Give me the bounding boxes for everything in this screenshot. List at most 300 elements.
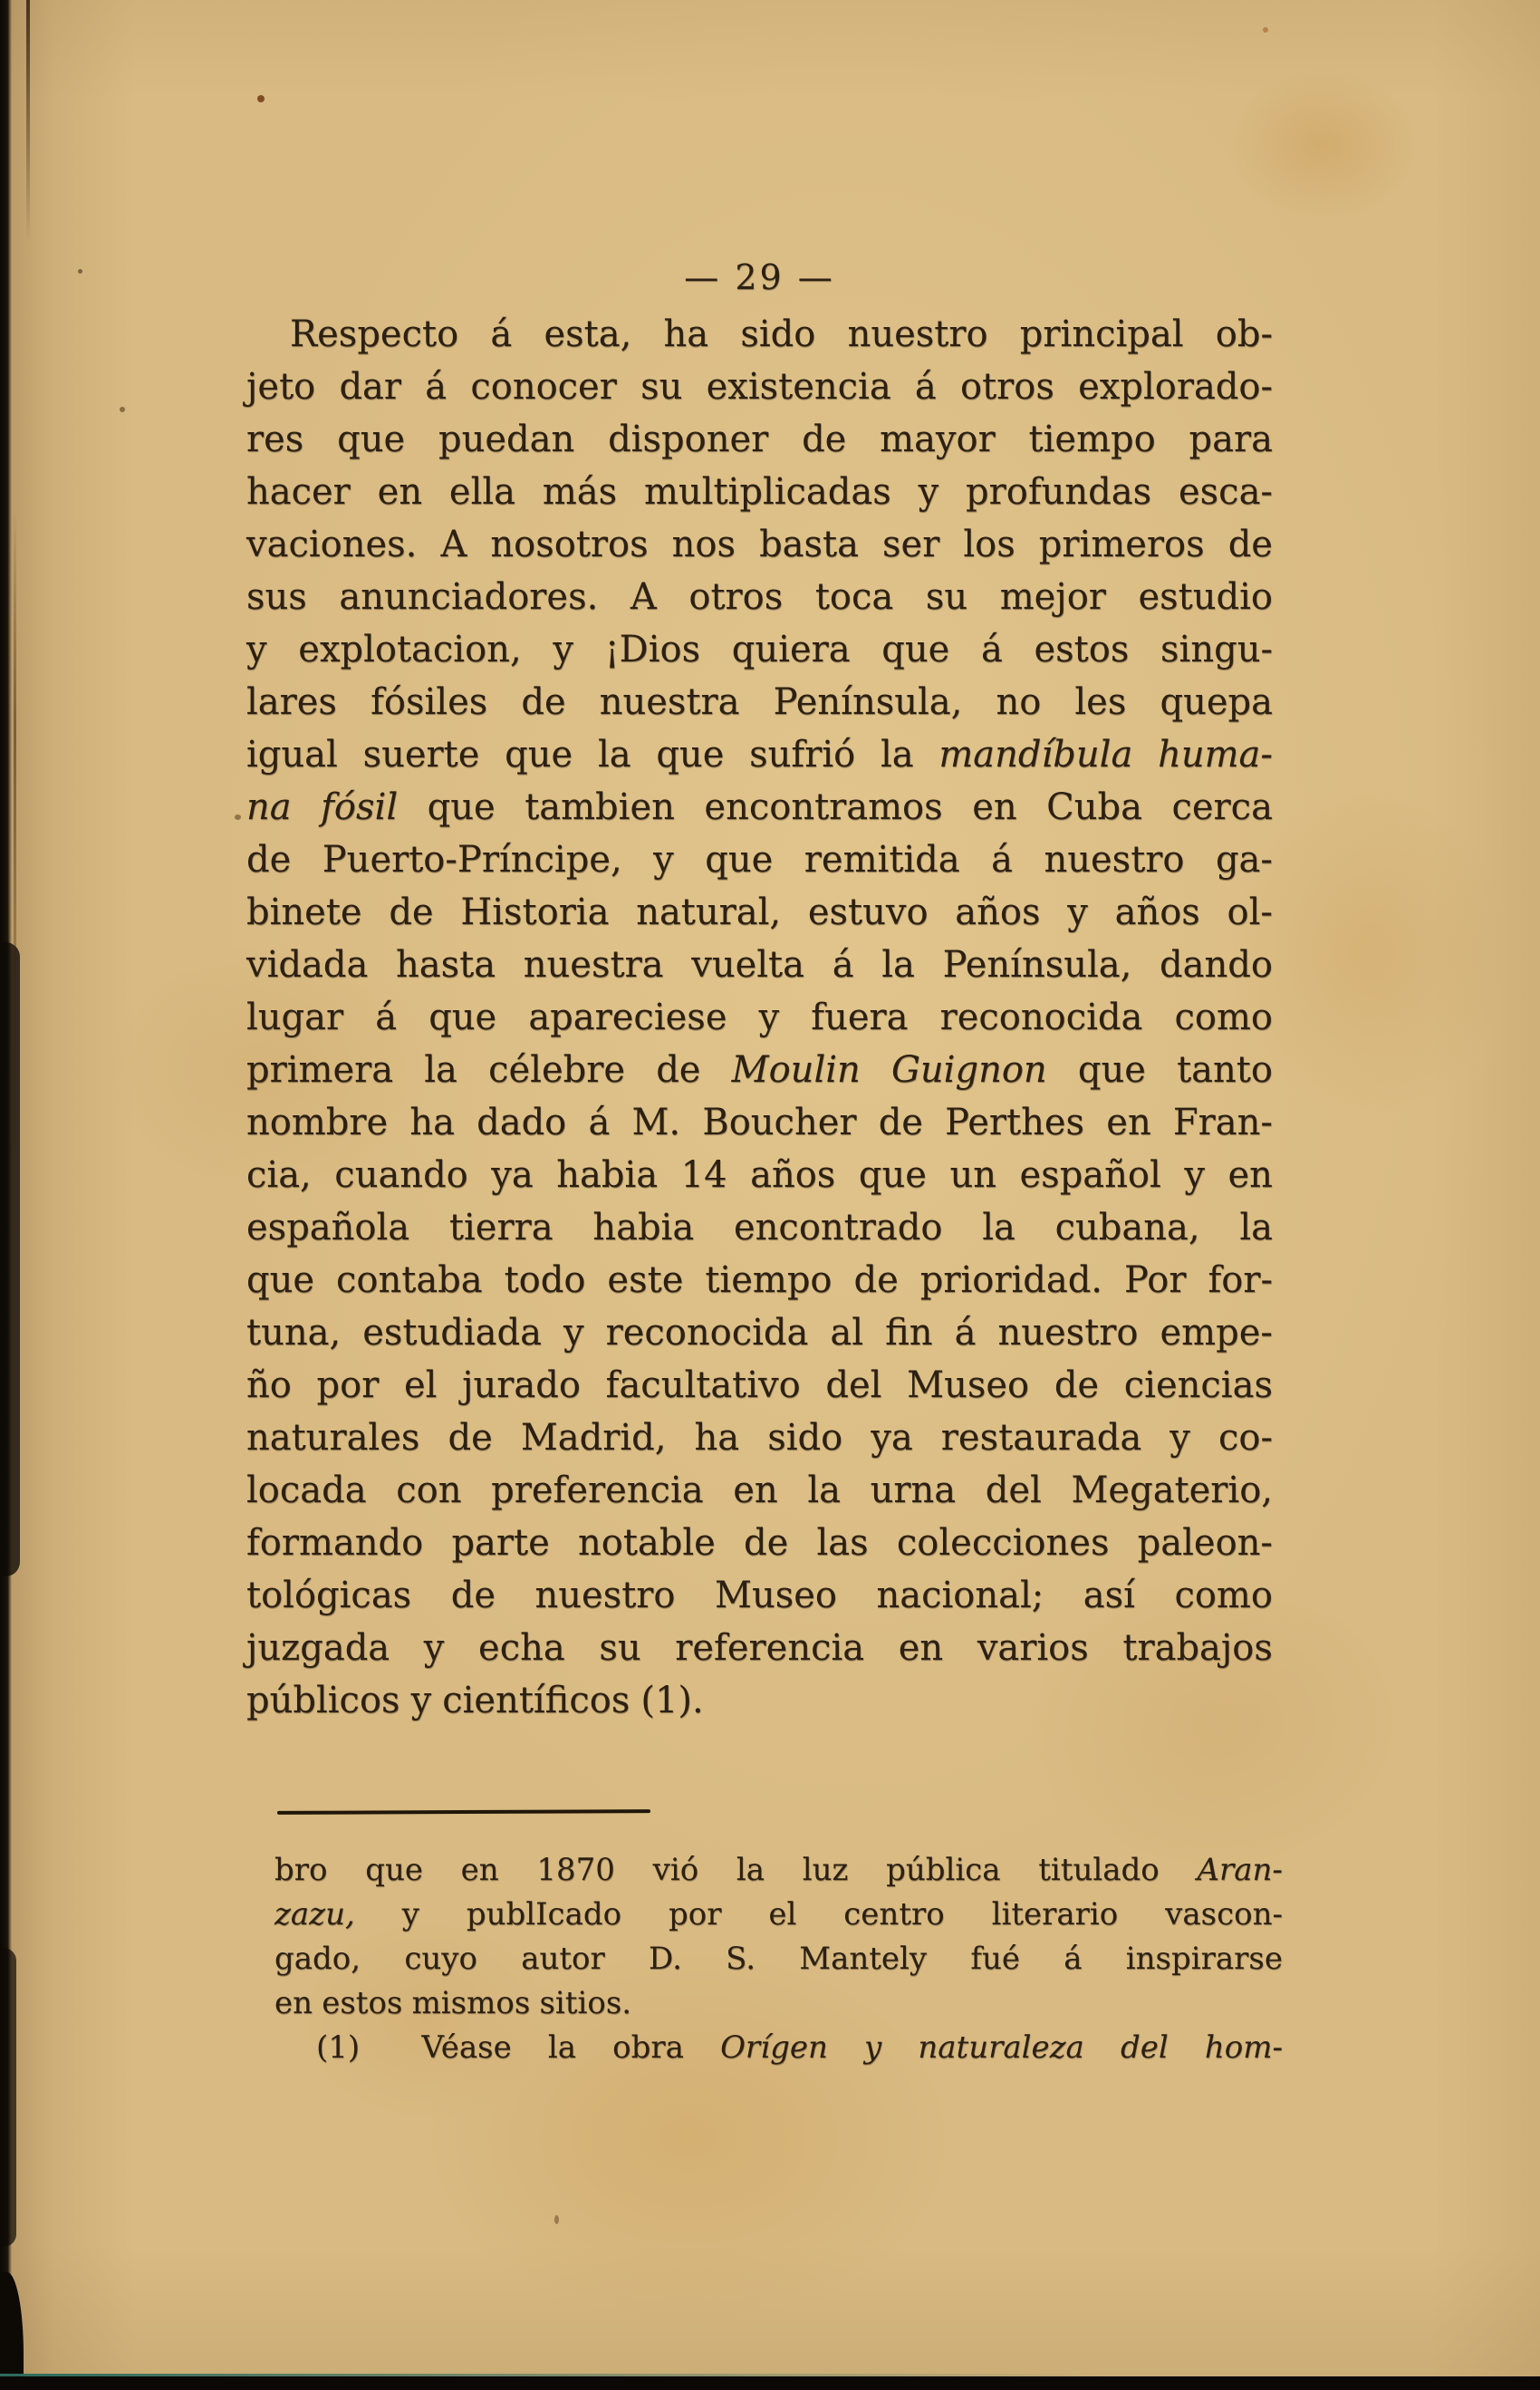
text-line (274, 2026, 1283, 2070)
word: del (825, 1364, 882, 1406)
word: 14 (680, 1154, 727, 1196)
word: á (425, 366, 448, 408)
word-italic: Orígen (720, 2029, 828, 2066)
word: este (607, 1259, 684, 1301)
word: Fran- (1172, 1102, 1273, 1143)
word: tierra (448, 1207, 553, 1248)
word: quiera (731, 629, 851, 670)
word: ser (882, 524, 940, 565)
word: conocer (470, 366, 617, 408)
word: su (640, 366, 683, 408)
word: ya (871, 1417, 913, 1459)
word: años (750, 1154, 836, 1196)
word: jurado (462, 1364, 581, 1406)
word: trabajos (1122, 1627, 1273, 1669)
word: mayor (880, 419, 996, 460)
word: y (1169, 1417, 1190, 1459)
paper-stain-speck (78, 269, 82, 274)
word-italic: mandíbula (938, 734, 1133, 776)
word: ga- (1215, 839, 1273, 881)
text-line (246, 413, 1273, 466)
word: ya (491, 1154, 534, 1196)
word-italic: zazu, (274, 1896, 355, 1932)
word: locada (246, 1470, 367, 1511)
word: cerca (1171, 786, 1273, 828)
word: la (880, 734, 914, 776)
word: Museo (907, 1364, 1030, 1406)
word: pública (886, 1852, 1001, 1888)
text-line (246, 361, 1273, 413)
word: Museo (715, 1575, 837, 1616)
word: ol- (1227, 891, 1273, 933)
word: y (563, 1312, 584, 1354)
word: científicos (442, 1680, 630, 1721)
word: (1). (640, 1680, 704, 1721)
word: nuestro (534, 1575, 676, 1616)
word: que (246, 1259, 315, 1301)
word: de (389, 891, 434, 933)
word: estuvo (807, 891, 929, 933)
word: literario (991, 1896, 1119, 1932)
word: la (807, 1470, 841, 1511)
word: obra (612, 2029, 684, 2066)
word: D. (649, 1941, 682, 1977)
word: ha (663, 313, 709, 355)
paper-stain-speck (120, 407, 125, 412)
word: mejor (999, 576, 1106, 618)
word: de (853, 1259, 899, 1301)
word: binete (246, 891, 362, 933)
word: bro (274, 1852, 328, 1888)
footnote-block (274, 1848, 1283, 2070)
text-line (274, 1981, 1283, 2026)
word: en (1227, 1154, 1273, 1196)
word: un (949, 1154, 996, 1196)
word: que (1077, 1049, 1146, 1091)
word: tambien (525, 786, 675, 828)
word: publIcado (466, 1896, 622, 1932)
text-line (274, 1848, 1283, 1893)
word: en (898, 1627, 944, 1669)
word: como (1174, 1575, 1273, 1616)
word: nacional; (876, 1575, 1044, 1616)
word: las (816, 1522, 869, 1564)
word: que (365, 1852, 423, 1888)
word: del (985, 1470, 1042, 1511)
word: que (656, 734, 725, 776)
word: ño (246, 1364, 292, 1406)
word: profundas (966, 471, 1152, 513)
word: explotacion, (298, 629, 522, 670)
binding-shadow-blob (0, 1948, 16, 2247)
main-paragraph (246, 308, 1273, 1727)
text-line (246, 1201, 1273, 1254)
word: puedan (438, 419, 575, 460)
paper-stain-speck (235, 814, 241, 820)
word: de (521, 681, 566, 723)
word: nuestro (847, 313, 988, 355)
word: prioridad. (919, 1259, 1103, 1301)
word: la (881, 944, 915, 986)
word: Mantely (799, 1941, 928, 1977)
word: á (980, 629, 1003, 670)
word: española (246, 1207, 410, 1248)
word: á (954, 1312, 977, 1354)
text-line (246, 991, 1273, 1044)
word-italic: Guignon (890, 1049, 1047, 1091)
word: principal (1019, 313, 1184, 355)
word: nuestro (997, 1312, 1139, 1354)
word: nuestra (599, 681, 740, 723)
word: como (1174, 997, 1273, 1038)
word: de (246, 839, 292, 881)
word: co- (1218, 1417, 1273, 1459)
word: fin (885, 1312, 933, 1354)
word: á (588, 1102, 611, 1143)
word: explorado- (1078, 366, 1273, 408)
word: Boucher (702, 1102, 857, 1143)
text-line (246, 1412, 1273, 1464)
word: titulado (1038, 1852, 1160, 1888)
paper-crease (14, 507, 16, 1250)
word: Historia (460, 891, 610, 933)
word: en (377, 471, 423, 513)
word: y (401, 1896, 419, 1932)
word: reconocida (939, 997, 1143, 1038)
word: tiempo (705, 1259, 833, 1301)
word: estos (322, 1985, 403, 2021)
paper-stain-speck (257, 95, 265, 102)
word: vió (652, 1852, 699, 1888)
word: anunciadores. (339, 576, 599, 618)
word: la (1239, 1207, 1273, 1248)
word: luz (802, 1852, 849, 1888)
word: los (963, 524, 1015, 565)
word: nuestro (1044, 839, 1185, 881)
word: sitios. (539, 1985, 632, 2021)
word: ¡Dios (604, 629, 701, 670)
word: res (246, 419, 304, 460)
word: Península, (942, 944, 1132, 986)
word: vascon- (1165, 1896, 1283, 1932)
word: y (1067, 891, 1088, 933)
word: á (914, 366, 937, 408)
word: encontrado (733, 1207, 943, 1248)
word: paleon- (1137, 1522, 1273, 1564)
word: Madrid, (520, 1417, 667, 1459)
word: A (630, 576, 657, 618)
word: cia, (246, 1154, 312, 1196)
word: que (337, 419, 406, 460)
word: sido (740, 313, 816, 355)
word: tuna, (246, 1312, 342, 1354)
word: reconocida (605, 1312, 809, 1354)
word: por (668, 1896, 722, 1932)
word: fuera (811, 997, 909, 1038)
text-line (246, 466, 1273, 518)
word: quepa (1160, 681, 1273, 723)
word: sufrió (749, 734, 856, 776)
word: y (246, 629, 267, 670)
text-line (246, 781, 1273, 834)
word: (1) (316, 2029, 361, 2066)
text-line (246, 1464, 1273, 1517)
word: y (1184, 1154, 1205, 1196)
word: varios (977, 1627, 1089, 1669)
paper-stain-speck (554, 2215, 559, 2224)
word: en (274, 1985, 313, 2021)
word: con (396, 1470, 462, 1511)
word: públicos (246, 1680, 400, 1721)
word: existencia (706, 366, 891, 408)
text-line (246, 518, 1273, 571)
word: la (982, 1207, 1015, 1248)
word: jeto (246, 366, 316, 408)
word: referencia (675, 1627, 865, 1669)
scan-corner-shadow (0, 2272, 24, 2390)
word: la (736, 1852, 765, 1888)
word-italic: na (246, 786, 292, 828)
word: Península, (773, 681, 963, 723)
word: que (858, 1154, 927, 1196)
text-line (246, 1044, 1273, 1096)
word: Perthes (945, 1102, 1085, 1143)
word: vuelta (691, 944, 804, 986)
word: urna (870, 1470, 957, 1511)
word-italic: Moulin (731, 1049, 861, 1091)
word: ha (694, 1417, 740, 1459)
word: á (1064, 1941, 1083, 1977)
word: autor (521, 1941, 605, 1977)
text-line (246, 1622, 1273, 1674)
word: formando (246, 1522, 424, 1564)
word: español (1019, 1154, 1161, 1196)
binding-shadow-blob (0, 942, 20, 1576)
word: ciencias (1123, 1364, 1273, 1406)
word: gado, (274, 1941, 361, 1977)
text-line (246, 886, 1273, 939)
word: nosotros (490, 524, 649, 565)
word: en (733, 1470, 778, 1511)
word: colecciones (896, 1522, 1110, 1564)
word: más (542, 471, 618, 513)
word: dar (339, 366, 402, 408)
word: notable (577, 1522, 716, 1564)
word: preferencia (491, 1470, 704, 1511)
word: empe- (1160, 1312, 1273, 1354)
text-line (274, 1937, 1283, 1981)
word: sus (246, 576, 307, 618)
word-italic: fósil (321, 786, 399, 828)
word: Puerto-Príncipe, (322, 839, 622, 881)
text-line (246, 571, 1273, 623)
word: que (427, 786, 496, 828)
word: facultativo (605, 1364, 801, 1406)
scan-edge-bottom (0, 2376, 1540, 2390)
text-line (246, 1254, 1273, 1306)
paper-crease (26, 0, 30, 243)
word: que (705, 839, 774, 881)
word: Véase (421, 2029, 512, 2066)
word: inspirarse (1125, 1941, 1283, 1977)
word: á (991, 839, 1013, 881)
word: parte (451, 1522, 550, 1564)
word: que (428, 997, 497, 1038)
word: su (925, 576, 968, 618)
word: nuestra (523, 944, 664, 986)
word: cuando (334, 1154, 468, 1196)
word: ella (448, 471, 516, 513)
word: de (802, 419, 847, 460)
word: de (448, 1417, 493, 1459)
word: disponer (608, 419, 769, 460)
word: esca- (1178, 471, 1273, 513)
word: tanto (1177, 1049, 1273, 1091)
text-line (246, 939, 1273, 991)
word: toca (814, 576, 894, 618)
word: dando (1160, 944, 1273, 986)
word: que (505, 734, 573, 776)
word: por (316, 1364, 380, 1406)
word: la (597, 734, 631, 776)
word: mismos (411, 1985, 531, 2021)
word: habia (556, 1154, 659, 1196)
text-line (246, 1569, 1273, 1622)
word: de (450, 1575, 496, 1616)
text-line (246, 308, 1273, 361)
word: centro (843, 1896, 945, 1932)
word: otros (688, 576, 784, 618)
word: y (553, 629, 573, 670)
word: á (490, 313, 513, 355)
text-line (246, 623, 1273, 676)
word: cuyo (404, 1941, 477, 1977)
word: M. (631, 1102, 681, 1143)
word: y (653, 839, 674, 881)
word-italic: Aran- (1197, 1852, 1283, 1888)
text-line (246, 728, 1273, 781)
paper-stain-speck (1263, 27, 1268, 33)
word: natural, (636, 891, 782, 933)
word: naturales (246, 1417, 420, 1459)
word: basta (759, 524, 859, 565)
word: para (1189, 419, 1273, 460)
word: Megaterio, (1071, 1470, 1273, 1511)
word: tológicas (246, 1575, 412, 1616)
word: y (918, 471, 939, 513)
word: todo (504, 1259, 586, 1301)
word: encontramos (704, 786, 943, 828)
word: for- (1208, 1259, 1273, 1301)
word: á (832, 944, 854, 986)
word: lugar (246, 997, 344, 1038)
word: de (744, 1522, 789, 1564)
word: así (1083, 1575, 1135, 1616)
word: el (404, 1364, 438, 1406)
word: Cuba (1046, 786, 1142, 828)
word: el (768, 1896, 797, 1932)
word: no (996, 681, 1042, 723)
word: les (1074, 681, 1127, 723)
text-line (246, 1149, 1273, 1201)
word: habia (592, 1207, 695, 1248)
word: lares (246, 681, 337, 723)
word: restaurada (940, 1417, 1142, 1459)
word: en (1106, 1102, 1151, 1143)
word: juzgada (246, 1627, 390, 1669)
text-line (246, 1096, 1273, 1149)
text-line (246, 1359, 1273, 1412)
word: A (440, 524, 467, 565)
word: á (375, 997, 398, 1038)
word: otros (960, 366, 1054, 408)
text-line (274, 1893, 1283, 1937)
text-line (246, 1306, 1273, 1359)
word: hacer (246, 471, 351, 513)
word-italic: y (864, 2029, 882, 2066)
word-italic: naturaleza (918, 2029, 1084, 2066)
word: Por (1123, 1259, 1187, 1301)
word: su (599, 1627, 641, 1669)
word-italic: del (1120, 2029, 1169, 2066)
word: 1870 (536, 1852, 615, 1888)
word-italic: huma- (1158, 734, 1273, 776)
word: estudio (1138, 576, 1273, 618)
word: primeros (1038, 524, 1205, 565)
word: nos (671, 524, 736, 565)
word: nombre (246, 1102, 389, 1143)
word: contaba (336, 1259, 483, 1301)
word: en (460, 1852, 499, 1888)
word: esta, (544, 313, 632, 355)
word: S. (726, 1941, 756, 1977)
word: tiempo (1028, 419, 1156, 460)
word: singu- (1160, 629, 1273, 670)
word: estudiada (362, 1312, 542, 1354)
word: la (547, 2029, 577, 2066)
word: célebre (488, 1049, 626, 1091)
word: dado (476, 1102, 567, 1143)
footnote-separator-rule (277, 1809, 650, 1815)
word: apareciese (528, 997, 727, 1038)
word: vidada (246, 944, 369, 986)
word: y (758, 997, 780, 1038)
word: años (1114, 891, 1200, 933)
word: remitida (804, 839, 960, 881)
text-line (246, 1674, 1273, 1727)
word: ob- (1215, 313, 1273, 355)
word: que (881, 629, 950, 670)
text-line (246, 1517, 1273, 1569)
word: vaciones. (246, 524, 418, 565)
word: sido (767, 1417, 843, 1459)
word: echa (478, 1627, 565, 1669)
word: y (410, 1680, 432, 1721)
page-number: — 29 — (684, 257, 835, 297)
word: estos (1034, 629, 1130, 670)
word: al (830, 1312, 864, 1354)
word: multiplicadas (643, 471, 891, 513)
word: de (656, 1049, 701, 1091)
word: cubana, (1054, 1207, 1200, 1248)
word: primera (246, 1049, 394, 1091)
word: hasta (396, 944, 496, 986)
word: igual (246, 734, 338, 776)
word: y (423, 1627, 445, 1669)
word: años (955, 891, 1041, 933)
word: de (878, 1102, 923, 1143)
word: fué (970, 1941, 1020, 1977)
